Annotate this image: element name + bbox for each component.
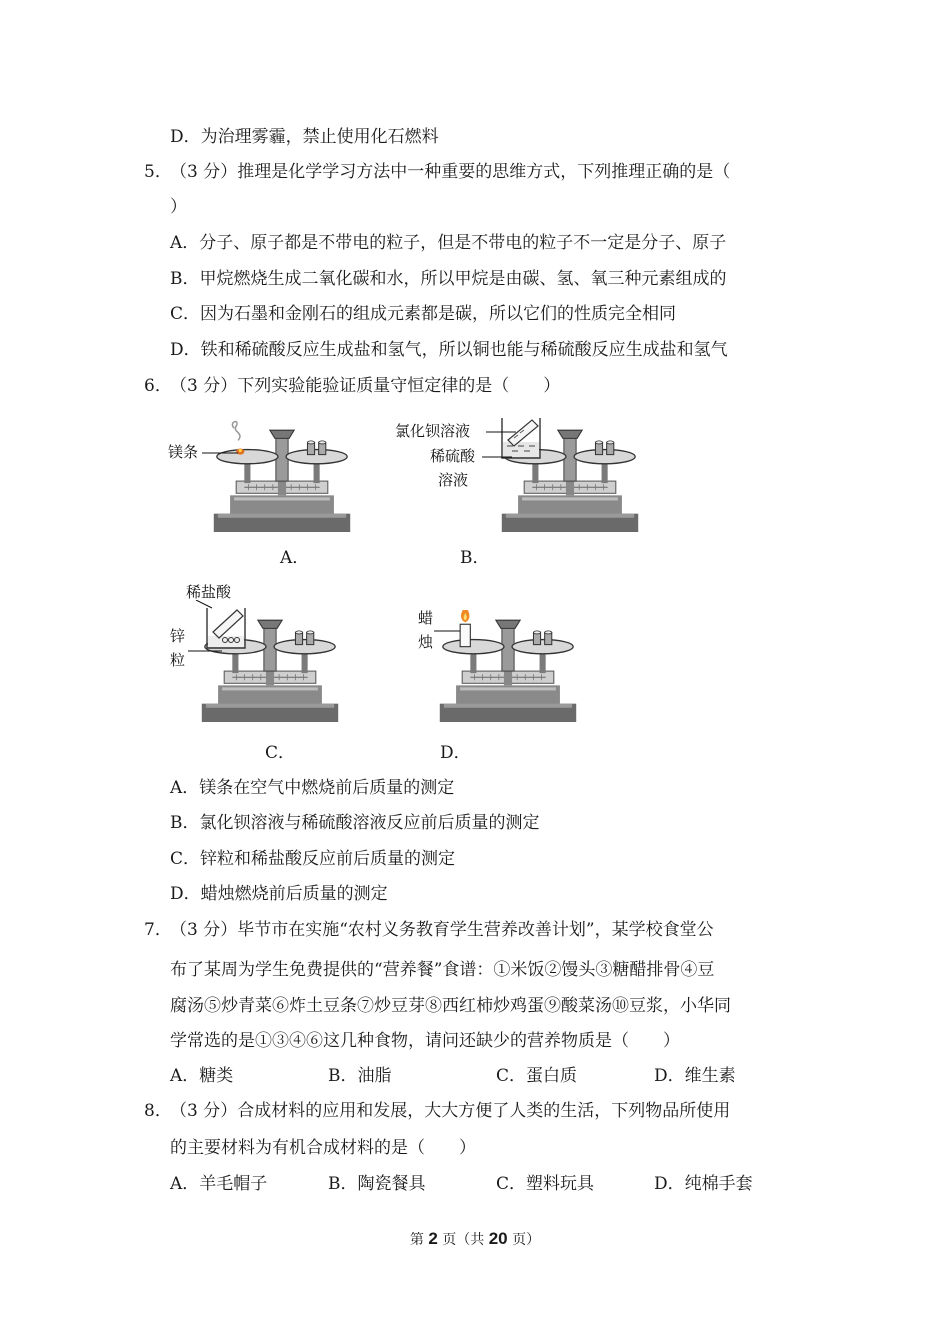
q6-stem-text: （3 分）下列实验能验证质量守恒定律的是（ ） [170, 376, 561, 396]
q7-option-a: A．糖类 [170, 1066, 234, 1086]
figure-b-leader-line-2 [482, 454, 512, 460]
footer-page-number: 2 [428, 1229, 438, 1248]
q6-option-d: D．蜡烛燃烧前后质量的测定 [170, 884, 388, 904]
q8-stem-line1: （3 分）合成材料的应用和发展，大大方便了人类的生活，下列物品所使用 [170, 1101, 731, 1121]
q6-option-a: A．镁条在空气中燃烧前后质量的测定 [170, 778, 455, 798]
figure-a-caption: A． [280, 548, 310, 568]
q7-stem [144, 918, 714, 942]
q7-stem-line1: （3 分）毕节市在实施“农村义务教育学生营养改善计划”，某学校食堂公 [170, 920, 714, 940]
footer-suffix: 页） [507, 1232, 541, 1248]
footer-total-pages: 20 [488, 1229, 508, 1248]
page-footer [0, 1228, 950, 1251]
q6-option-b: B．氯化钡溶液与稀硫酸溶液反应前后质量的测定 [170, 813, 540, 833]
q6-number: 6． [144, 376, 172, 396]
q8-stem-line2: 的主要材料为有机合成材料的是（ ） [170, 1138, 476, 1158]
q7-stem-line2: 布了某周为学生免费提供的“营养餐”食谱：①米饭②馒头③糖醋排骨④豆 [170, 960, 715, 980]
q8-option-b: B．陶瓷餐具 [328, 1174, 426, 1194]
q8-option-c: C．塑料玩具 [496, 1174, 595, 1194]
q5-stem-line2: ） [170, 197, 187, 217]
footer-middle: 页（共 [437, 1232, 489, 1248]
q5-option-b: B．甲烷燃烧生成二氧化碳和水，所以甲烷是由碳、氢、氧三种元素组成的 [170, 269, 727, 289]
figure-d-leader-line [434, 628, 460, 634]
footer-prefix: 第 [409, 1232, 429, 1248]
figure-c-leader-line-2 [188, 648, 222, 654]
q7-stem-line3: 腐汤⑤炒青菜⑥炸土豆条⑦炒豆芽⑧西红柿炒鸡蛋⑨酸菜汤⑩豆浆，小华同 [170, 996, 731, 1016]
q7-option-d: D．维生素 [654, 1066, 736, 1086]
figure-b-label-sulfuric-acid: 稀硫酸 [430, 447, 476, 465]
q6-stem [144, 374, 560, 398]
figure-d-caption: D． [440, 743, 471, 763]
figure-d-label-candle: 烛 [418, 633, 434, 651]
figure-a-label-magnesium: 镁条 [168, 443, 199, 461]
q5-option-d: D．铁和稀硫酸反应生成盐和氢气，所以铜也能与稀硫酸反应生成盐和氢气 [170, 340, 728, 360]
q5-stem-line1: （3 分）推理是化学学习方法中一种重要的思维方式，下列推理正确的是（ [170, 162, 731, 182]
figure-c-label-granule: 粒 [170, 651, 186, 669]
q7-number: 7． [144, 920, 172, 940]
q7-option-b: B．油脂 [328, 1066, 392, 1086]
q7-stem-line4: 学常选的是①③④⑥这几种食物，请问还缺少的营养物质是（ ） [170, 1031, 680, 1051]
q8-option-d: D．纯棉手套 [654, 1174, 753, 1194]
figure-a-balance [212, 420, 352, 536]
q5-option-a: A．分子、原子都是不带电的粒子，但是不带电的粒子不一定是分子、原子 [170, 233, 727, 253]
figure-b-leader-line-1 [486, 429, 516, 435]
figure-c-caption: C． [265, 743, 296, 763]
q8-number: 8． [144, 1101, 172, 1121]
figure-b-label-solution: 溶液 [438, 471, 469, 489]
figure-b-label-barium-chloride: 氯化钡溶液 [395, 422, 471, 440]
figure-c-leader-line-1 [194, 600, 214, 610]
figure-a-leader-line [202, 450, 238, 456]
q8-option-a: A．羊毛帽子 [170, 1174, 268, 1194]
q8-stem [144, 1099, 730, 1123]
q6-option-c: C．锌粒和稀盐酸反应前后质量的测定 [170, 849, 456, 869]
q7-option-c: C．蛋白质 [496, 1066, 578, 1086]
figure-c-label-zinc: 锌 [170, 627, 186, 645]
q4-option-d: D．为治理雾霾，禁止使用化石燃料 [170, 127, 439, 147]
figure-b-caption: B． [460, 548, 490, 568]
figure-d-label-wax: 蜡 [418, 609, 434, 627]
q5-stem [144, 160, 730, 184]
figure-c-label-hydrochloric-acid: 稀盐酸 [186, 583, 232, 601]
q5-number: 5． [144, 162, 172, 182]
q5-option-c: C．因为石墨和金刚石的组成元素都是碳，所以它们的性质完全相同 [170, 304, 677, 324]
